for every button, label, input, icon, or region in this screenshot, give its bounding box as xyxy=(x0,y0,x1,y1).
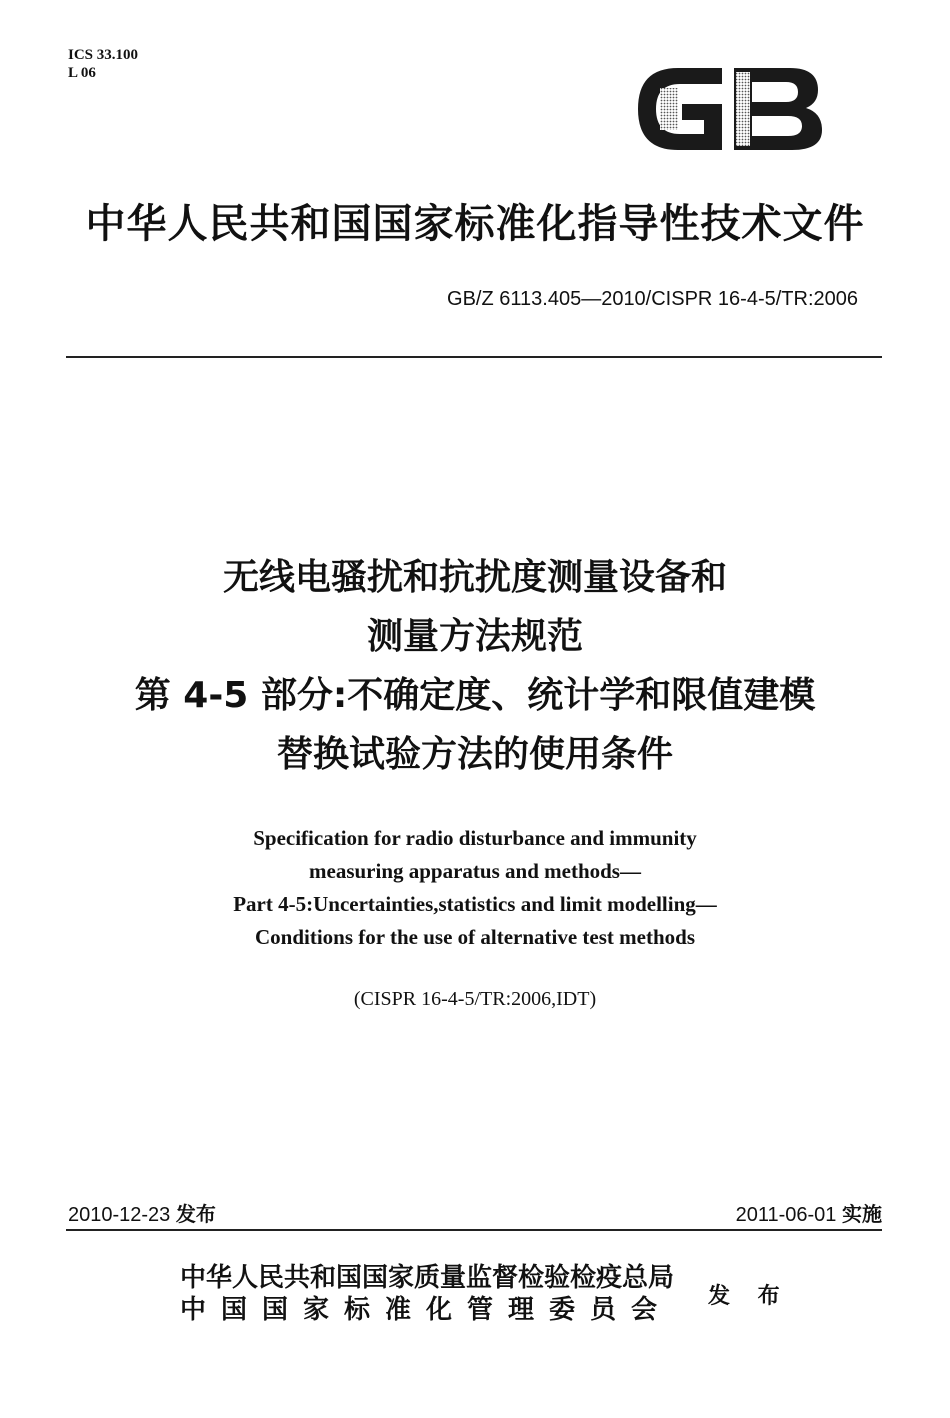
title-cn-line: 无线电骚扰和抗扰度测量设备和 xyxy=(222,557,727,598)
ccs-code: L 06 xyxy=(68,65,96,81)
publish-label: 发 布 xyxy=(708,1284,790,1309)
issue-date-block xyxy=(68,1198,216,1227)
issue-label: 发布 xyxy=(175,1202,216,1226)
issue-date: 2010-12-23 xyxy=(68,1204,171,1226)
standard-number: GB/Z 6113.405—2010/CISPR 16-4-5/TR:2006 xyxy=(447,288,858,310)
bottom-divider xyxy=(66,1229,882,1231)
implementation-date-block xyxy=(736,1198,882,1227)
ics-code: ICS 33.100 xyxy=(68,47,139,63)
implementation-label: 实施 xyxy=(842,1202,882,1226)
document-type: 中华人民共和国国家标准化指导性技术文件 xyxy=(85,201,865,247)
top-divider xyxy=(66,356,882,358)
issuer-org: 中华人民共和国国家质量监督检验检疫总局 xyxy=(180,1263,675,1293)
gb-logo xyxy=(630,60,828,158)
title-en-line: Part 4-5:Uncertainties,statistics and limit modelling— xyxy=(233,892,717,916)
title-en-line: Specification for radio disturbance and immunity xyxy=(253,826,697,850)
implementation-date: 2011-06-01 xyxy=(735,1204,837,1226)
title-en-line: measuring apparatus and methods— xyxy=(309,859,641,883)
title-cn-line: 替换试验方法的使用条件 xyxy=(276,734,673,775)
issuer-org: 中国国家标准化管理委员会 xyxy=(180,1295,673,1325)
title-english xyxy=(0,822,950,954)
issuing-authorities xyxy=(180,1262,674,1326)
title-chinese xyxy=(0,548,950,784)
title-cn-line: 第 4-5 部分:不确定度、统计学和限值建模 xyxy=(134,675,816,716)
idt-reference: (CISPR 16-4-5/TR:2006,IDT) xyxy=(353,988,597,1010)
title-en-line: Conditions for the use of alternative test methods xyxy=(255,925,695,949)
classification-codes xyxy=(68,46,138,82)
title-cn-line: 测量方法规范 xyxy=(366,616,583,657)
